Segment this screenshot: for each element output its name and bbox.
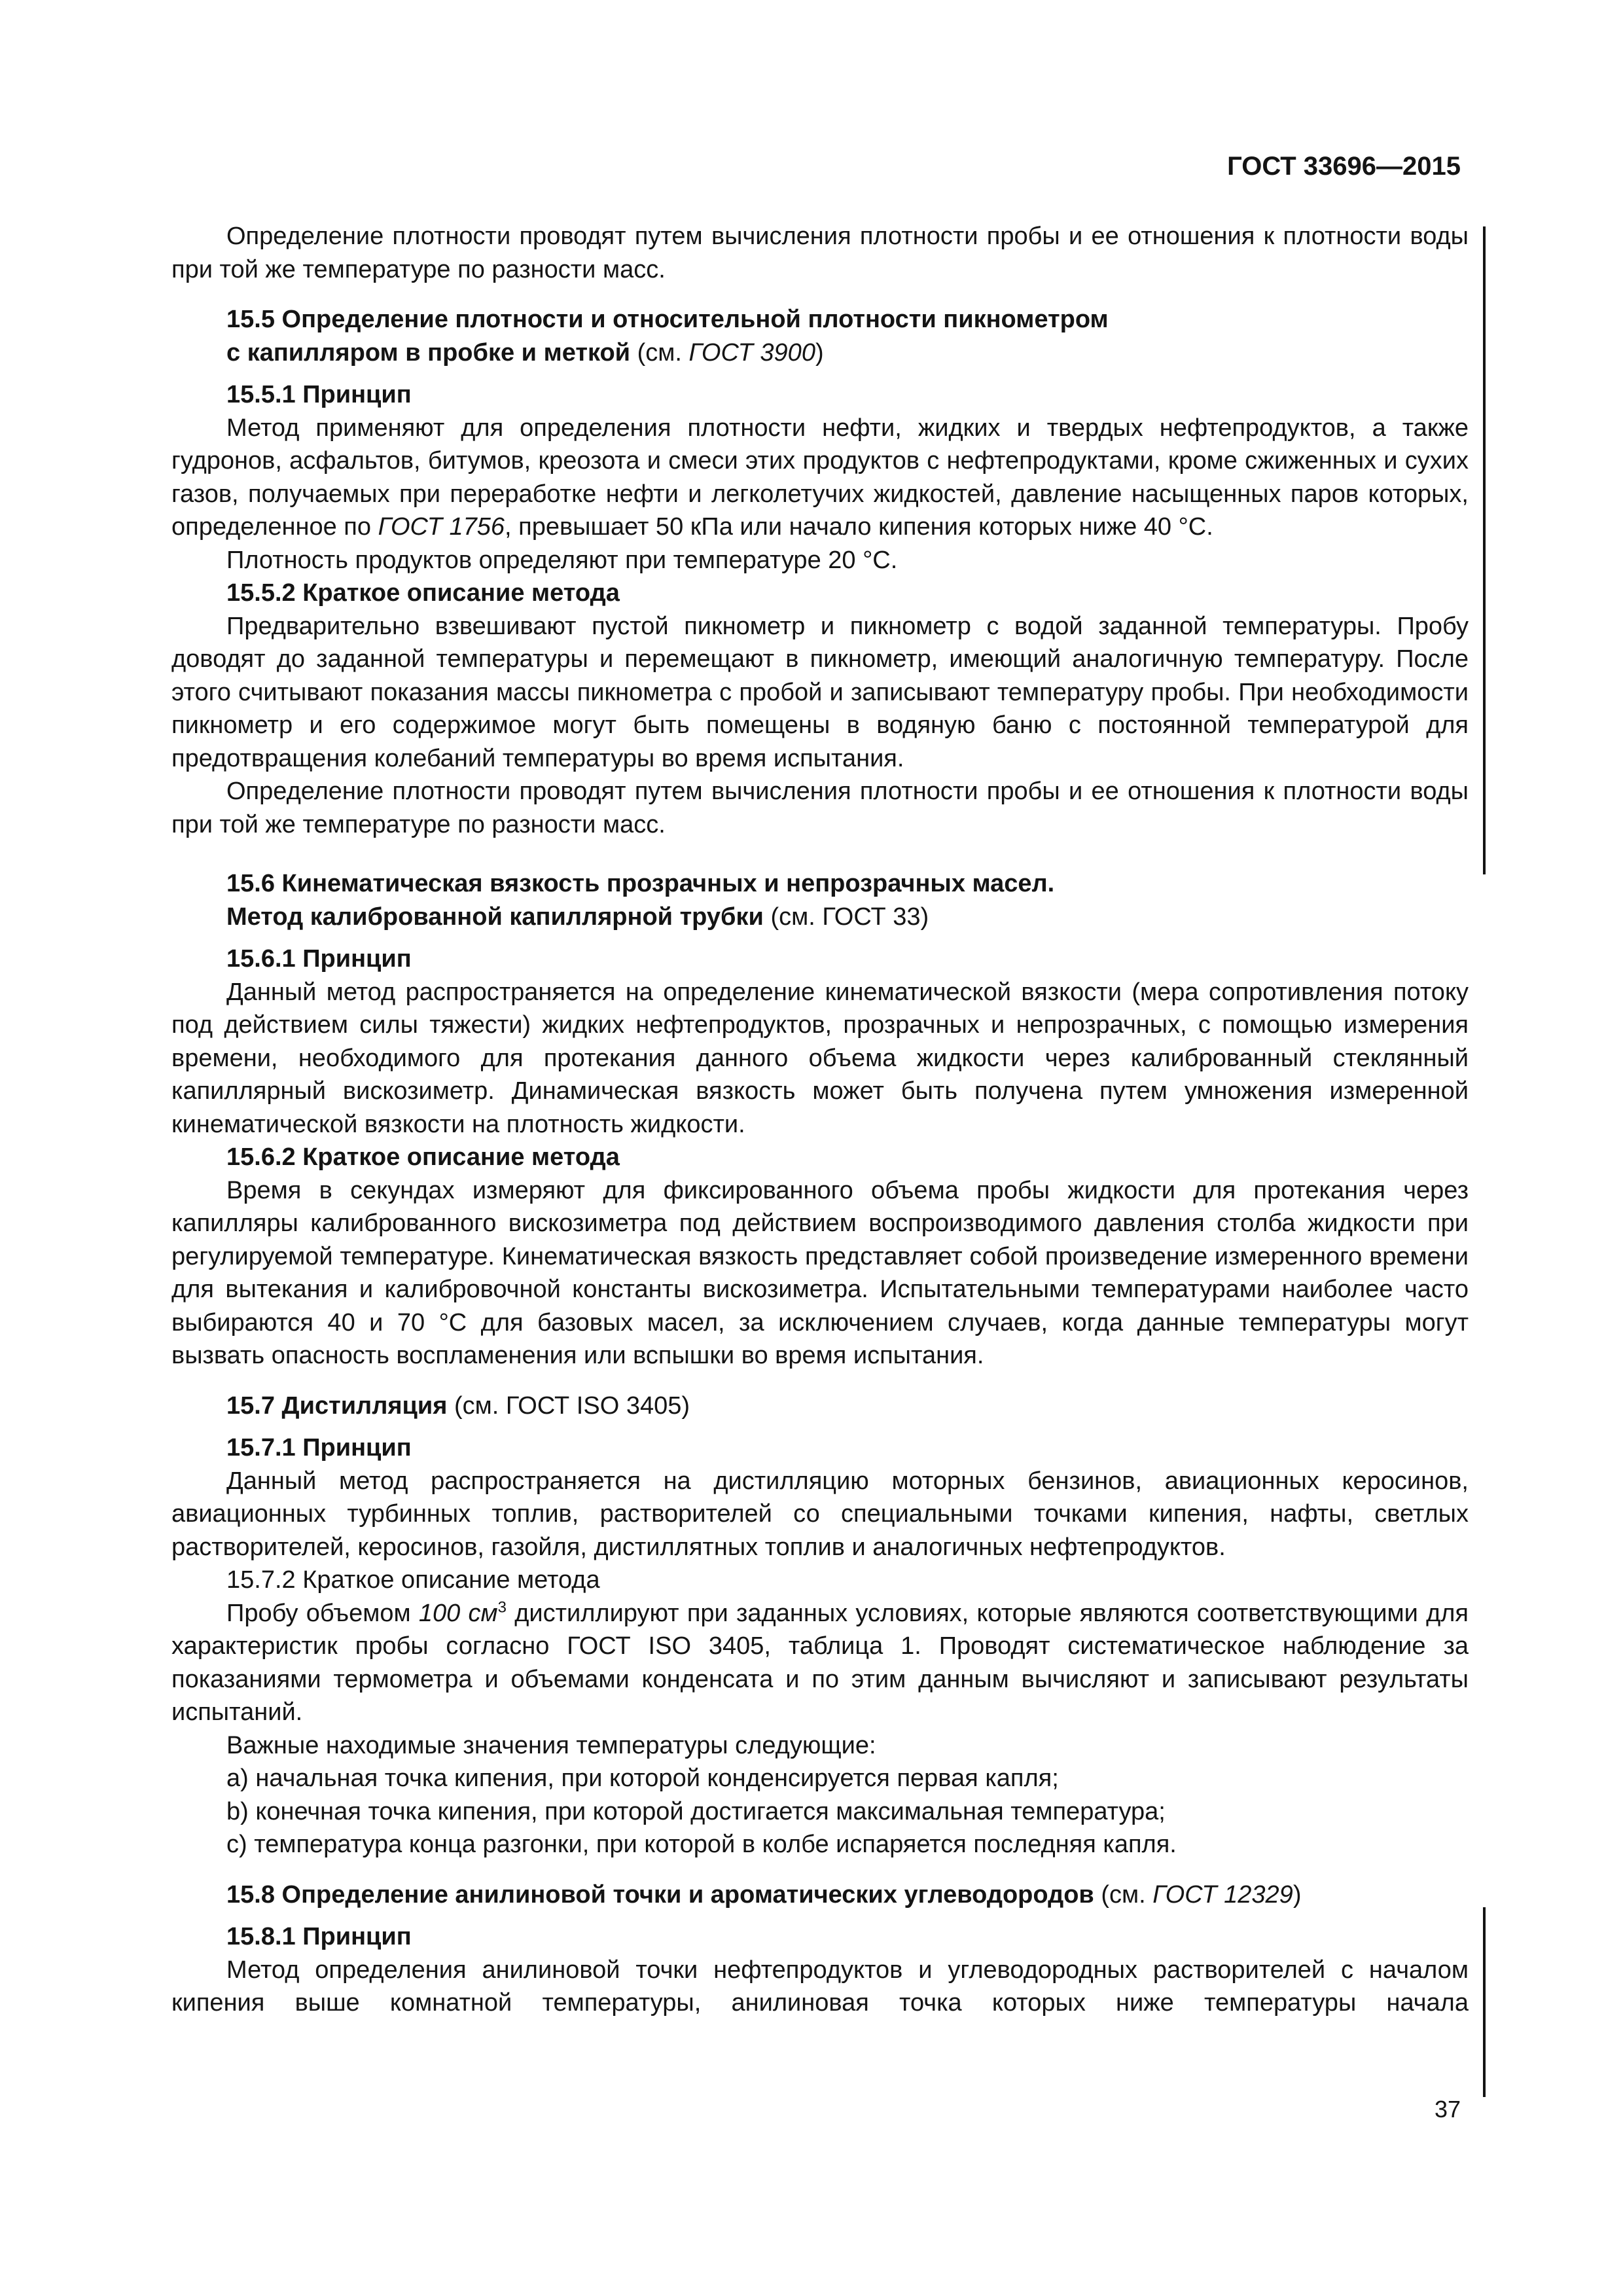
paragraph: Метод определения анилиновой точки нефтепродуктов и углеводородных растворителей с началом кипения выше комнатной температуры, анилиновая точка которых ниже температуры начала	[171, 1956, 1469, 2017]
page-number: 37	[1434, 2096, 1461, 2123]
section-15-8	[171, 1878, 1469, 2020]
subsection-heading: 15.5.1 Принцип	[226, 381, 412, 408]
section-heading: 15.6 Кинематическая вязкость прозрачных и непрозрачных масел. Метод калиброванной капиллярной трубки (см. ГОСТ 33)	[226, 870, 1055, 931]
subsection-heading: 15.7.2 Краткое описание метода	[226, 1566, 600, 1594]
document-code: ГОСТ 33696—2015	[1227, 152, 1461, 181]
list-item: b) конечная точка кипения, при которой достигается максимальная температура;	[226, 1797, 1166, 1825]
section-15-7	[171, 1390, 1469, 1861]
subsection-heading: 15.6.2 Краткое описание метода	[226, 1143, 620, 1171]
paragraph: Плотность продуктов определяют при температуре 20 °С.	[226, 546, 898, 574]
paragraph: Важные находимые значения температуры следующие:	[226, 1731, 876, 1759]
subsection-heading: 15.6.1 Принцип	[226, 945, 412, 973]
paragraph: Данный метод распространяется на определение кинематической вязкости (мера сопротивления потоку под действием силы тяжести) жидких нефтепродуктов, прозрачных и непрозрачных, с помощью измерения времени, необходимого для протекания данного объема жидкости через калиброванный стеклянный капиллярный вискозиметр. Динамическая вязкость может быть получена путем умножения измеренной кинематической вязкости на плотность жидкости.	[171, 978, 1469, 1138]
paragraph: Определение плотности проводят путем вычисления плотности пробы и ее отношения к плотности воды при той же температуре по разности масс.	[171, 778, 1469, 838]
subsection-heading: 15.5.2 Краткое описание метода	[226, 579, 620, 607]
paragraph: Предварительно взвешивают пустой пикнометр и пикнометр с водой заданной температуры. Пробу доводят до заданной температуры и перемещают в пикнометр, имеющий аналогичную температуру. После этого считывают показания массы пикнометра с пробой и записывают температуру пробы. При необходимости пикнометр и его содержимое могут быть помещены в водяную баню с постоянной температурой для предотвращения колебаний температуры во время испытания.	[171, 612, 1469, 772]
revision-bar	[1483, 1907, 1486, 2097]
section-15-6	[171, 867, 1469, 1372]
subsection-heading: 15.8.1 Принцип	[226, 1923, 412, 1950]
revision-bar	[1483, 226, 1486, 874]
paragraph: Время в секундах измеряют для фиксированного объема пробы жидкости для протекания через капилляры калиброванного вискозиметра под действием воспроизводимого давления столба жидкости при регулируемой температуре. Кинематическая вязкость представляет собой произведение измеренного времени для вытекания и калибровочной константы вискозиметра. Испытательными температурами наиболее часто выбираются 40 и 70 °С для базовых масел, за исключением случаев, когда данные температуры могут вызвать опасность воспламенения или вспышки во время испытания.	[171, 1176, 1469, 1369]
list-item: a) начальная точка кипения, при которой конденсируется первая капля;	[226, 1765, 1059, 1792]
subsection-heading: 15.7.1 Принцип	[226, 1434, 412, 1462]
paragraph: Метод применяют для определения плотности нефти, жидких и твердых нефтепродуктов, а также гудронов, асфальтов, битумов, креозота и смеси этих продуктов с нефтепродуктами, кроме сжиженных и сухих газов, получаемых при переработке нефти и легколетучих жидкостей, давление насыщенных паров которых, определенное по ГОСТ 1756, превышает 50 кПа или начало кипения которых ниже 40 °С.	[171, 414, 1469, 541]
section-heading: 15.5 Определение плотности и относительной плотности пикнометром с капилляром в пробке и меткой (см. ГОСТ 3900)	[226, 306, 1109, 367]
paragraph: Данный метод распространяется на дистилляцию моторных бензинов, авиационных керосинов, авиационных турбинных топлив, растворителей со специальными точками кипения, нафты, светлых растворителей, керосинов, газойля, дистиллятных топлив и аналогичных нефтепродуктов.	[171, 1467, 1469, 1561]
paragraph: Пробу объемом 100 $см^3$ дистиллируют при заданных условиях, которые являются соответствующими для характеристик пробы согласно ГОСТ ISO 3405, таблица 1. Проводят систематическое наблюдение за показаниями термометра и объемами конденсата и по этим данным вычисляют и записывают результаты испытаний.	[171, 1598, 1469, 1726]
section-heading: 15.7 Дистилляция (см. ГОСТ ISO 3405)	[226, 1391, 690, 1420]
list-item: c) температура конца разгонки, при которой в колбе испаряется последняя капля.	[226, 1831, 1177, 1858]
paragraph: Определение плотности проводят путем вычисления плотности пробы и ее отношения к плотности воды при той же температуре по разности масс.	[171, 223, 1469, 283]
section-heading: 15.8 Определение анилиновой точки и ароматических углеводородов (см. ГОСТ 12329)	[226, 1880, 1302, 1909]
section-15-5	[171, 303, 1469, 841]
document-body	[171, 220, 1469, 2020]
